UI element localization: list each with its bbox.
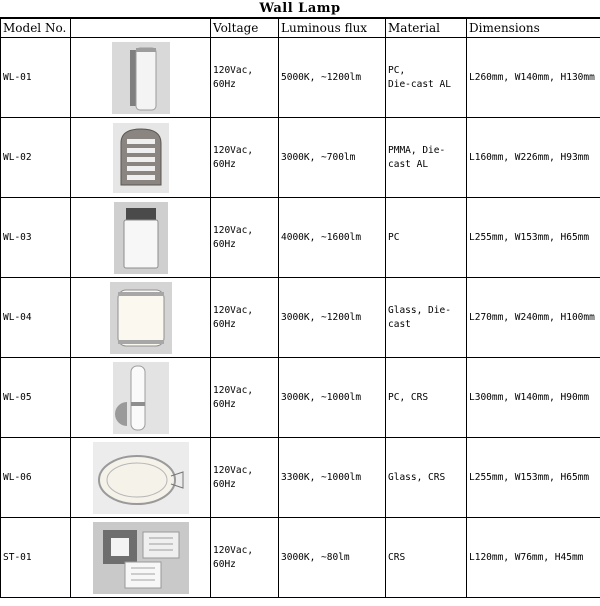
wall-lamp-half-cylinder-photo xyxy=(110,282,172,354)
wall-lamp-box-photo xyxy=(114,202,168,274)
dimensions-cell: L270mm, W240mm, H100mm xyxy=(467,278,600,358)
wall-lamp-tube-photo xyxy=(113,362,169,434)
flux-cell: 3000K, ~1200lm xyxy=(279,278,386,358)
step-light-plates-photo xyxy=(93,522,189,594)
table-row xyxy=(1,438,600,518)
model-cell: WL-01 xyxy=(1,38,71,118)
header-dimensions: Dimensions xyxy=(467,19,600,38)
table-row xyxy=(1,278,600,358)
flux-cell: 3000K, ~80lm xyxy=(279,518,386,598)
table-row xyxy=(1,198,600,278)
page-title: Wall Lamp xyxy=(0,0,600,18)
voltage-cell: 120Vac, 60Hz xyxy=(211,38,279,118)
material-cell: Glass, Die-cast xyxy=(386,278,467,358)
voltage-cell: 120Vac, 60Hz xyxy=(211,118,279,198)
model-cell: ST-01 xyxy=(1,518,71,598)
voltage-cell: 120Vac, 60Hz xyxy=(211,198,279,278)
dimensions-cell: L300mm, W140mm, H90mm xyxy=(467,358,600,438)
dimensions-cell: L160mm, W226mm, H93mm xyxy=(467,118,600,198)
voltage-cell: 120Vac, 60Hz xyxy=(211,358,279,438)
dimensions-cell: L260mm, W140mm, H130mm xyxy=(467,38,600,118)
flux-cell: 3000K, ~700lm xyxy=(279,118,386,198)
header-material: Material xyxy=(386,19,467,38)
material-cell: CRS xyxy=(386,518,467,598)
header-image xyxy=(71,19,211,38)
table-row xyxy=(1,38,600,118)
flux-cell: 4000K, ~1600lm xyxy=(279,198,386,278)
voltage-cell: 120Vac, 60Hz xyxy=(211,518,279,598)
header-flux: Luminous flux xyxy=(279,19,386,38)
material-cell: PMMA, Die- cast AL xyxy=(386,118,467,198)
flux-cell: 3300K, ~1000lm xyxy=(279,438,386,518)
model-cell: WL-04 xyxy=(1,278,71,358)
table-row xyxy=(1,118,600,198)
wall-lamp-louvered-photo xyxy=(113,123,169,193)
image-cell xyxy=(71,518,211,598)
material-cell: Glass, CRS xyxy=(386,438,467,518)
dimensions-cell: L255mm, W153mm, H65mm xyxy=(467,438,600,518)
header-row xyxy=(1,19,600,38)
material-cell: PC xyxy=(386,198,467,278)
dimensions-cell: L120mm, W76mm, H45mm xyxy=(467,518,600,598)
model-cell: WL-03 xyxy=(1,198,71,278)
material-cell: PC, CRS xyxy=(386,358,467,438)
image-cell xyxy=(71,438,211,518)
table-row xyxy=(1,518,600,598)
image-cell xyxy=(71,358,211,438)
image-cell xyxy=(71,118,211,198)
model-cell: WL-05 xyxy=(1,358,71,438)
spec-table xyxy=(0,18,600,598)
wall-lamp-oval-photo xyxy=(93,442,189,514)
image-cell xyxy=(71,198,211,278)
flux-cell: 5000K, ~1200lm xyxy=(279,38,386,118)
flux-cell: 3000K, ~1000lm xyxy=(279,358,386,438)
model-cell: WL-02 xyxy=(1,118,71,198)
wall-lamp-cylinder-photo xyxy=(112,42,170,114)
material-cell: PC, Die-cast AL xyxy=(386,38,467,118)
model-cell: WL-06 xyxy=(1,438,71,518)
voltage-cell: 120Vac, 60Hz xyxy=(211,278,279,358)
voltage-cell: 120Vac, 60Hz xyxy=(211,438,279,518)
image-cell xyxy=(71,278,211,358)
header-voltage: Voltage xyxy=(211,19,279,38)
dimensions-cell: L255mm, W153mm, H65mm xyxy=(467,198,600,278)
image-cell xyxy=(71,38,211,118)
header-model: Model No. xyxy=(1,19,71,38)
table-row xyxy=(1,358,600,438)
